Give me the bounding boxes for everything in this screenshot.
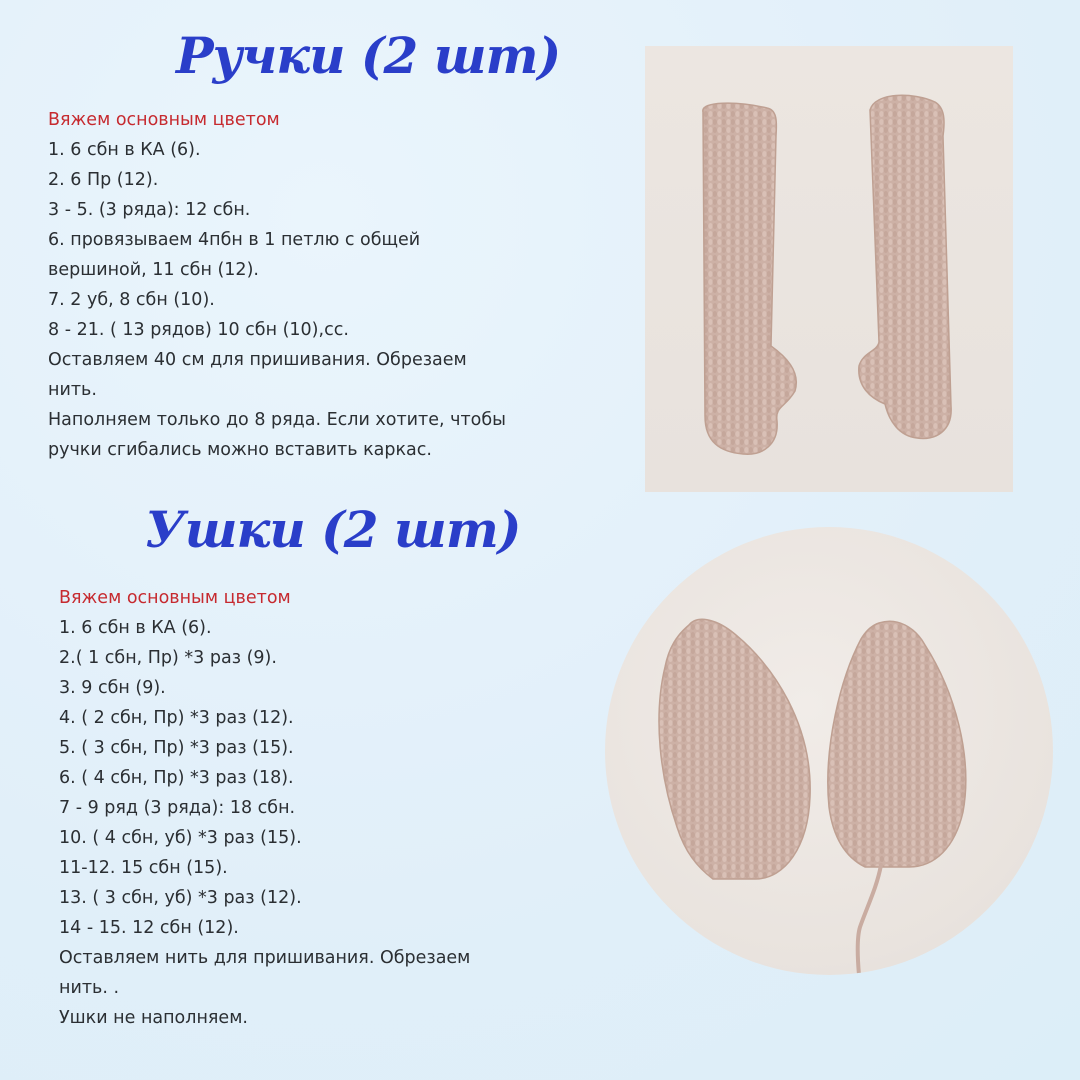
ears-step: 2.( 1 сбн, Пр) *3 раз (9). (59, 648, 277, 668)
ears-step: 3. 9 сбн (9). (59, 678, 166, 698)
ears-subtitle: Вяжем основным цветом (59, 588, 291, 608)
ears-step: 5. ( 3 сбн, Пр) *3 раз (15). (59, 738, 294, 758)
hands-step: 2. 6 Пр (12). (48, 170, 159, 190)
hands-step: 6. провязываем 4пбн в 1 петлю с общей (48, 230, 421, 250)
ears-step: 7 - 9 ряд (3 ряда): 18 сбн. (59, 798, 296, 818)
hands-step: вершиной, 11 сбн (12). (48, 260, 259, 280)
hands-photo (645, 46, 1013, 492)
ears-note: нить. . (59, 978, 120, 998)
hands-title: Ручки (2 шт) (176, 26, 561, 85)
ears-step: 4. ( 2 сбн, Пр) *3 раз (12). (59, 708, 294, 728)
hands-step: 7. 2 уб, 8 сбн (10). (48, 290, 215, 310)
ears-note: Оставляем нить для пришивания. Обрезаем (59, 948, 471, 968)
hands-note: ручки сгибались можно вставить каркас. (48, 440, 432, 460)
ears-step: 14 - 15. 12 сбн (12). (59, 918, 239, 938)
ears-title: Ушки (2 шт) (145, 500, 521, 559)
ears-note: Ушки не наполняем. (59, 1008, 248, 1028)
hands-step: 1. 6 сбн в КА (6). (48, 140, 201, 160)
ears-instructions (59, 583, 579, 1033)
right-arm-piece (859, 95, 951, 438)
hands-note: нить. (48, 380, 97, 400)
hands-note: Оставляем 40 см для пришивания. Обрезаем (48, 350, 467, 370)
hands-note: Наполняем только до 8 ряда. Если хотите, чтобы (48, 410, 506, 430)
ears-step: 6. ( 4 сбн, Пр) *3 раз (18). (59, 768, 294, 788)
hands-step: 8 - 21. ( 13 рядов) 10 сбн (10),сс. (48, 320, 349, 340)
yarn-tail (858, 865, 881, 975)
hands-instructions (48, 105, 568, 465)
crochet-ears-illustration (605, 527, 1053, 975)
hands-subtitle: Вяжем основным цветом (48, 110, 280, 130)
crochet-hands-illustration (645, 46, 1013, 492)
hands-step: 3 - 5. (3 ряда): 12 сбн. (48, 200, 251, 220)
ears-step: 10. ( 4 сбн, уб) *3 раз (15). (59, 828, 302, 848)
left-ear-piece (659, 619, 810, 879)
left-arm-piece (703, 103, 796, 454)
ears-step: 13. ( 3 сбн, уб) *3 раз (12). (59, 888, 302, 908)
ears-step: 1. 6 сбн в КА (6). (59, 618, 212, 638)
ears-photo (605, 527, 1053, 975)
right-ear-piece (828, 621, 966, 867)
ears-step: 11-12. 15 сбн (15). (59, 858, 228, 878)
